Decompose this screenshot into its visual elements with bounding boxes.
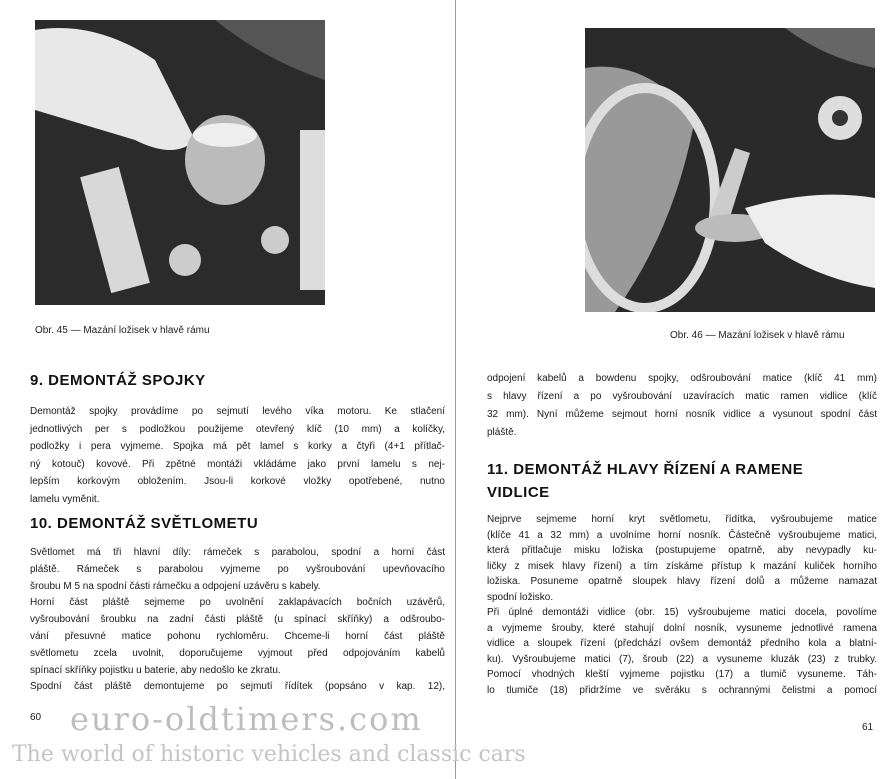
text-line: vidlice a sloupek řízení (předchází ovšem demontáž předního kola a blatní- [487,638,877,649]
text-line: šroubu M 5 na spodní části rámečku a odpojení uzávěru s kabely. [30,580,321,592]
watermark-tagline: The world of historic vehicles and classic cars [12,742,526,767]
text-line: spínací skříňky pojistku u baterie, aby nedošlo ke zkratu. [30,664,281,676]
text-line: podložky i pera vyjmeme. Spojka má pět lamel s korky a čtyři (4+1 přítlač- [30,441,445,452]
text-line: Pomocí vhodných kleští vyjmeme pojistku (17) a tlumič vysuneme. Táh- [487,669,877,680]
text-line: Nejprve sejmeme horní kryt světlometu, řídítka, vyšroubujeme matice [487,514,877,525]
text-line: jednotlivých per s podložkou použijeme otevřený klíč (10 mm) a kolíčky, [30,423,445,435]
figure-46-photo [585,28,875,312]
text-line: světlometu zcela uvolnit, doporučujeme vyjmout před odpojováním kabelů [30,647,445,659]
text-line: Světlomet má tři hlavní díly: rámeček s parabolou, spodní a horní část [30,547,445,558]
text-line: Demontáž spojky provádíme po sejmutí levého víka motoru. Ke stlačení [30,406,445,417]
text-line: Horní část pláště sejmeme po uvolnění zaklapávacích bočních uzávěrů, [30,597,445,609]
section-10-heading: 10. DEMONTÁŽ SVĚTLOMETU [30,515,259,532]
text-line: pláště. [487,427,517,438]
page-number-left: 60 [30,712,42,723]
page-number-right: 61 [862,722,874,733]
text-line: 32 mm). Nyní můžeme sejmout horní nosník vidlice a vysunout spodní část [487,409,877,420]
text-line: ku). Vyšroubujeme matici (7), šroub (22) a vysuneme kluzák (23) z trubky. [487,653,877,665]
text-line: pláště. Rámeček s parabolou vyjmeme po vyšroubování upevňovacího [30,563,445,575]
heading-line: 11. DEMONTÁŽ HLAVY ŘÍZENÍ A RAMENE [487,461,804,478]
text-line: lepším korkovým obložením. Jsou-li korkové vložky opotřebené, nutno [30,476,445,487]
section-10-continued-text [487,370,877,442]
figure-45-photo [35,20,325,305]
text-line: ložiska. Posuneme opatrně sloupek hlavy řízení dolů a můžeme namazat [487,576,877,587]
text-line: vání přesuvné matice pohonu rychloměru. Chceme-li horní část pláště [30,630,445,642]
section-11-text [487,512,877,698]
figure-46-caption: Obr. 46 — Mazání ložisek v hlavě rámu [670,330,845,341]
text-line: spodní ložisko. [487,591,554,603]
page-gutter [455,0,456,779]
text-line: vyšroubování šroubku na zadní části pláště (u spínací skříňky) a odšroubo- [30,614,445,626]
text-line: ličky z misek hlavy řízení) a tím získáme přístup k mazání kuliček horního [487,560,877,572]
text-line: která přitlačuje misku ložiska (postupujeme opatrně, aby nevypadly ku- [487,545,877,556]
text-line: (klíče 41 a 32 mm) a uvolníme horní nosník. Částečně vyšroubujeme matici, [487,529,877,541]
text-line: Spodní část pláště demontujeme po sejmutí řídítek (popsáno v kap. 12), [30,681,445,693]
text-line: a vyjmeme šrouby, které stahují dolní nosník, vysuneme jednotlivé ramena [487,622,877,634]
heading-line: VIDLICE [487,484,550,501]
section-11-heading [487,458,803,504]
text-line: odpojení kabelů a bowdenu spojky, odšroubování matice (klíč 41 mm) [487,373,877,384]
section-9-text [30,403,445,508]
section-9-heading: 9. DEMONTÁŽ SPOJKY [30,372,206,389]
figure-45-caption: Obr. 45 — Mazání ložisek v hlavě rámu [35,325,210,336]
text-line: ný kotouč) kovové. Při zpětné montáži vkládáme jako první lamelu s nej- [30,458,445,470]
text-line: Při úplné demontáži vidlice (obr. 15) vyšroubujeme matici docela, povolíme [487,607,877,618]
watermark-logo: euro-oldtimers.com [70,700,423,738]
text-line: lo tlumiče (18) přidržíme ve svěráku s ochrannými čelistmi a pomocí [487,684,877,696]
text-line: lamelu vyměnit. [30,493,100,505]
text-line: s hlavy řízení a po vyšroubování uzavíracích matic ramen vidlice (klíč [487,391,877,402]
section-10-text [30,545,445,696]
